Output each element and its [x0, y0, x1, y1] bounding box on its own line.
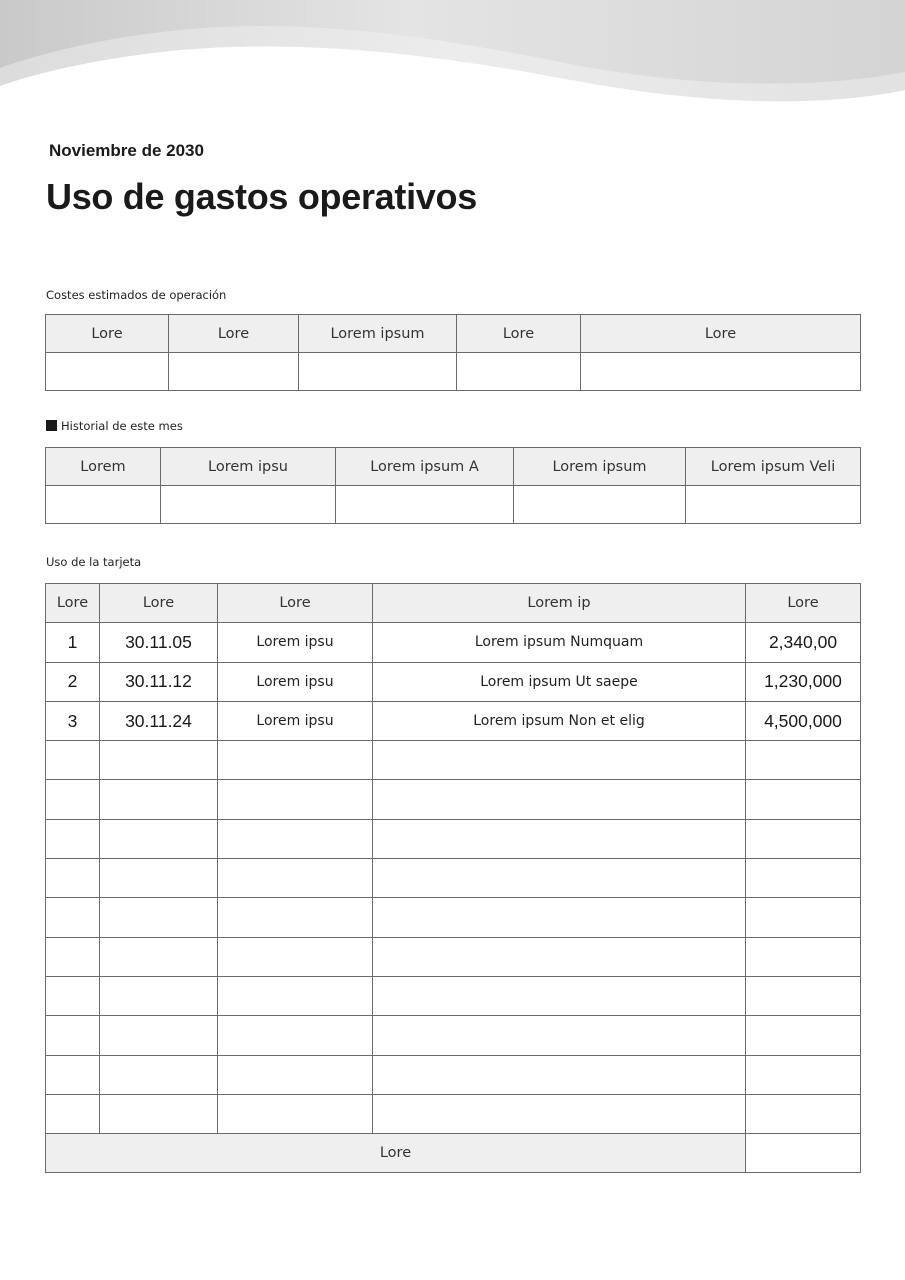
table-cell[interactable]	[100, 819, 218, 858]
table-cell[interactable]	[46, 1055, 100, 1094]
table-cell[interactable]	[218, 819, 373, 858]
table-cell[interactable]	[218, 898, 373, 937]
table-cell[interactable]	[373, 741, 746, 780]
row-description: Lorem ipsum Ut saepe	[373, 662, 746, 701]
table-row	[46, 662, 861, 701]
header-wave-decoration	[0, 0, 905, 120]
row-date: 30.11.12	[100, 662, 218, 701]
report-month: Noviembre de 2030	[49, 141, 204, 160]
row-date: 30.11.05	[100, 623, 218, 662]
empty-row	[46, 780, 861, 819]
total-row	[46, 1134, 861, 1173]
table-cell[interactable]	[100, 780, 218, 819]
table-cell[interactable]	[46, 898, 100, 937]
row-category: Lorem ipsu	[218, 623, 373, 662]
row-description: Lorem ipsum Numquam	[373, 623, 746, 662]
table-cell[interactable]	[100, 1016, 218, 1055]
table-cell[interactable]	[46, 1016, 100, 1055]
estimated-costs-table	[45, 314, 861, 391]
table-cell[interactable]	[373, 898, 746, 937]
table-row	[46, 701, 861, 740]
table-cell[interactable]	[100, 1094, 218, 1133]
table-cell[interactable]	[746, 898, 861, 937]
table-cell[interactable]	[100, 859, 218, 898]
empty-row	[46, 859, 861, 898]
column-header: Lore	[218, 584, 373, 623]
table-cell[interactable]	[746, 1094, 861, 1133]
total-value[interactable]	[746, 1134, 861, 1173]
table-cell[interactable]	[373, 1016, 746, 1055]
table-cell[interactable]	[686, 486, 861, 524]
table-cell[interactable]	[457, 353, 581, 391]
history-label	[46, 419, 183, 433]
table-cell[interactable]	[100, 741, 218, 780]
table-cell[interactable]	[218, 1016, 373, 1055]
column-header: Lorem ip	[373, 584, 746, 623]
column-header: Lore	[100, 584, 218, 623]
column-header: Lorem ipsum Veli	[686, 448, 861, 486]
table-cell[interactable]	[46, 486, 161, 524]
table-cell[interactable]	[746, 780, 861, 819]
empty-row	[46, 1016, 861, 1055]
column-header: Lorem ipsum	[299, 315, 457, 353]
table-cell[interactable]	[373, 937, 746, 976]
row-date: 30.11.24	[100, 701, 218, 740]
table-cell[interactable]	[514, 486, 686, 524]
table-cell[interactable]	[581, 353, 861, 391]
table-cell[interactable]	[46, 937, 100, 976]
table-cell[interactable]	[46, 976, 100, 1015]
row-description: Lorem ipsum Non et elig	[373, 701, 746, 740]
card-usage-label: Uso de la tarjeta	[46, 555, 142, 569]
table-cell[interactable]	[746, 937, 861, 976]
table-cell[interactable]	[100, 976, 218, 1015]
column-header: Lore	[581, 315, 861, 353]
table-cell[interactable]	[746, 819, 861, 858]
page-title: Uso de gastos operativos	[46, 176, 477, 217]
empty-row	[46, 1094, 861, 1133]
empty-row	[46, 937, 861, 976]
table-cell[interactable]	[746, 1055, 861, 1094]
table-cell[interactable]	[218, 859, 373, 898]
table-cell[interactable]	[46, 741, 100, 780]
column-header: Lorem ipsum	[514, 448, 686, 486]
square-bullet-icon	[46, 420, 57, 431]
table-cell[interactable]	[169, 353, 299, 391]
column-header: Lore	[746, 584, 861, 623]
table-cell[interactable]	[373, 1055, 746, 1094]
row-category: Lorem ipsu	[218, 701, 373, 740]
table-row	[46, 623, 861, 662]
row-amount: 2,340,00	[746, 623, 861, 662]
card-usage-table	[45, 583, 861, 1173]
table-cell[interactable]	[100, 937, 218, 976]
table-cell[interactable]	[46, 353, 169, 391]
column-header: Lore	[169, 315, 299, 353]
table-cell[interactable]	[373, 780, 746, 819]
table-cell[interactable]	[373, 976, 746, 1015]
empty-row	[46, 1055, 861, 1094]
empty-row	[46, 976, 861, 1015]
table-cell[interactable]	[218, 937, 373, 976]
table-cell[interactable]	[46, 859, 100, 898]
table-cell[interactable]	[746, 976, 861, 1015]
table-cell[interactable]	[746, 859, 861, 898]
table-cell[interactable]	[299, 353, 457, 391]
column-header: Lorem ipsum A	[336, 448, 514, 486]
table-cell[interactable]	[218, 976, 373, 1015]
table-cell[interactable]	[373, 819, 746, 858]
history-table	[45, 447, 861, 524]
history-label-text: Historial de este mes	[61, 419, 183, 433]
total-label: Lore	[46, 1134, 746, 1173]
table-cell[interactable]	[373, 1094, 746, 1133]
table-cell[interactable]	[336, 486, 514, 524]
table-cell[interactable]	[100, 898, 218, 937]
row-amount: 1,230,000	[746, 662, 861, 701]
table-cell[interactable]	[161, 486, 336, 524]
row-index: 2	[46, 662, 100, 701]
empty-row	[46, 741, 861, 780]
table-cell[interactable]	[373, 859, 746, 898]
table-row	[46, 486, 861, 524]
empty-row	[46, 898, 861, 937]
table-cell[interactable]	[100, 1055, 218, 1094]
table-cell[interactable]	[746, 741, 861, 780]
table-cell[interactable]	[46, 780, 100, 819]
table-cell[interactable]	[46, 1094, 100, 1133]
table-row	[46, 353, 861, 391]
column-header: Lore	[46, 584, 100, 623]
table-cell[interactable]	[46, 819, 100, 858]
table-cell[interactable]	[218, 780, 373, 819]
column-header: Lorem ipsu	[161, 448, 336, 486]
table-cell[interactable]	[218, 741, 373, 780]
table-cell[interactable]	[218, 1055, 373, 1094]
empty-row	[46, 819, 861, 858]
column-header: Lore	[457, 315, 581, 353]
row-index: 3	[46, 701, 100, 740]
column-header: Lore	[46, 315, 169, 353]
row-index: 1	[46, 623, 100, 662]
table-cell[interactable]	[746, 1016, 861, 1055]
row-category: Lorem ipsu	[218, 662, 373, 701]
row-amount: 4,500,000	[746, 701, 861, 740]
table-cell[interactable]	[218, 1094, 373, 1133]
column-header: Lorem	[46, 448, 161, 486]
estimated-costs-label: Costes estimados de operación	[46, 288, 227, 302]
